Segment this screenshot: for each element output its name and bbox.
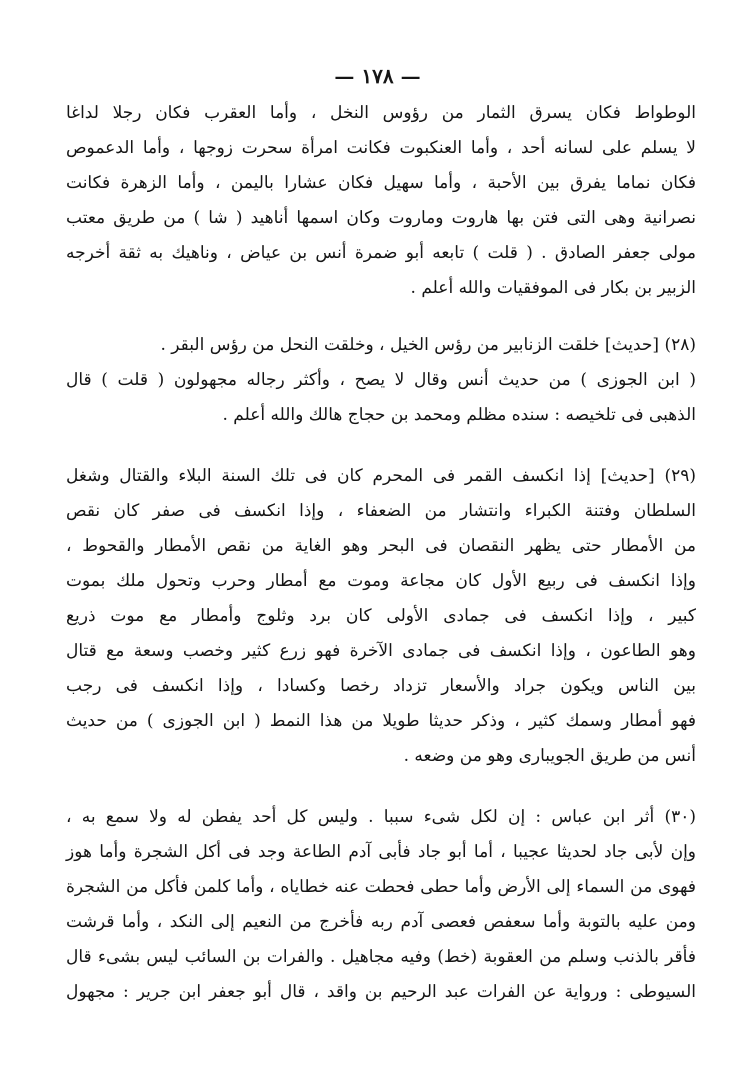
text-line: أنس من طريق الجويبارى وهو من وضعه . — [403, 746, 696, 766]
text-line: الزبير بن بكار فى الموفقيات والله أعلم . — [410, 278, 696, 298]
text-line: فهو أمطار وسمك كثير ، وذكر حديثا طويلا من هذا النمط ( ابن الجوزى ) من حديث — [66, 711, 696, 731]
paragraph-hadith-29 — [66, 459, 696, 774]
text-line: نصرانية وهى التى فتن بها هاروت وماروت وكان اسمها أناهيد ( شا ) من طريق معتب — [66, 208, 696, 228]
text-line: وإن لأبى جاد لحديثا عجيبا ، أما أبو جاد فأبى آدم الطاعة وجد فى أكل الشجرة وأما هوز — [66, 842, 696, 862]
text-line: وهو الطاعون ، وإذا انكسف فى جمادى الآخرة فهو زرع كثير وخصب وسعة مع قتال — [66, 641, 696, 661]
text-line: ومن عليه بالتوبة وأما سعفص فعصى آدم ربه فأخرج من النعيم إلى النكد ، وأما قرشت — [66, 912, 696, 932]
text-line: ( ابن الجوزى ) من حديث أنس وقال لا يصح ، وأكثر رجاله مجهولون ( قلت ) قال — [66, 370, 696, 390]
text-line: بين الناس ويكون جراد والأسعار تزداد رخصا وكسادا ، وإذا انكسف فى رجب — [66, 676, 696, 696]
page-number: — ١٧٨ — — [334, 64, 421, 88]
text-line: فأقر بالذنب وسلم من العقوبة (خط) وفيه مجاهيل . والفرات بن السائب ليس بشىء قال — [66, 947, 696, 967]
text-line: الذهبى فى تلخيصه : سنده مظلم ومحمد بن حجاج هالك والله أعلم . — [222, 405, 696, 425]
text-line: من الأمطار حتى يظهر النقصان فى البحر وهو الغاية من نقص الأمطار والقحوط ، — [66, 536, 696, 556]
text-line: (٢٨) [حديث] خلقت الزنابير من رؤس الخيل ، وخلقت النحل من رؤس البقر . — [160, 335, 696, 355]
text-line: (٢٩) [حديث] إذا انكسف القمر فى المحرم كان فى تلك السنة البلاء والقتال وشغل — [66, 466, 696, 486]
text-line: السلطان وفتنة الكبراء وانتشار من الضعفاء ، وإذا انكسف فى صفر كان نقص — [66, 501, 696, 521]
text-line: الوطواط فكان يسرق الثمار من رؤوس النخل ، وأما العقرب فكان رجلا لداغا — [66, 103, 696, 123]
paragraph-athar-30 — [66, 800, 696, 1010]
page-body — [66, 96, 696, 1010]
text-line: لا يسلم على لسانه أحد ، وأما العنكبوت فكانت امرأة سحرت زوجها ، وأما الدعموص — [66, 138, 696, 158]
text-line: كبير ، وإذا انكسف فى جمادى الأولى كان برد وثلوج وأمطار مع موت ذريع — [66, 606, 696, 626]
text-line: فكان نماما يفرق بين الأحبة ، وأما سهيل فكان عشارا باليمن ، وأما الزهرة فكانت — [66, 173, 696, 193]
text-line: السيوطى : ورواية عن الفرات عبد الرحيم بن واقد ، قال أبو جعفر ابن جرير : مجهول — [66, 982, 696, 1002]
paragraph-hadith-28 — [66, 328, 696, 433]
text-line: (٣٠) أثر ابن عباس : إن لكل شىء سببا . وليس كل أحد يفطن له ولا سمع به ، — [66, 807, 696, 827]
paragraph-continuation — [66, 96, 696, 306]
paragraph-gap — [66, 433, 696, 459]
paragraph-gap — [66, 774, 696, 800]
text-line: فهوى من السماء إلى الأرض وأما حطى فحطت عنه خطاياه ، وأما كلمن فأكل من الشجرة — [66, 877, 696, 897]
paragraph-gap — [66, 306, 696, 328]
text-line: وإذا انكسف فى ربيع الأول كان مجاعة وموت مع أمطار وحرب وتحول ملك بموت — [66, 571, 696, 591]
text-line: مولى جعفر الصادق . ( قلت ) تابعه أبو ضمرة أنس بن عياض ، وناهيك به ثقة أخرجه — [66, 243, 696, 263]
